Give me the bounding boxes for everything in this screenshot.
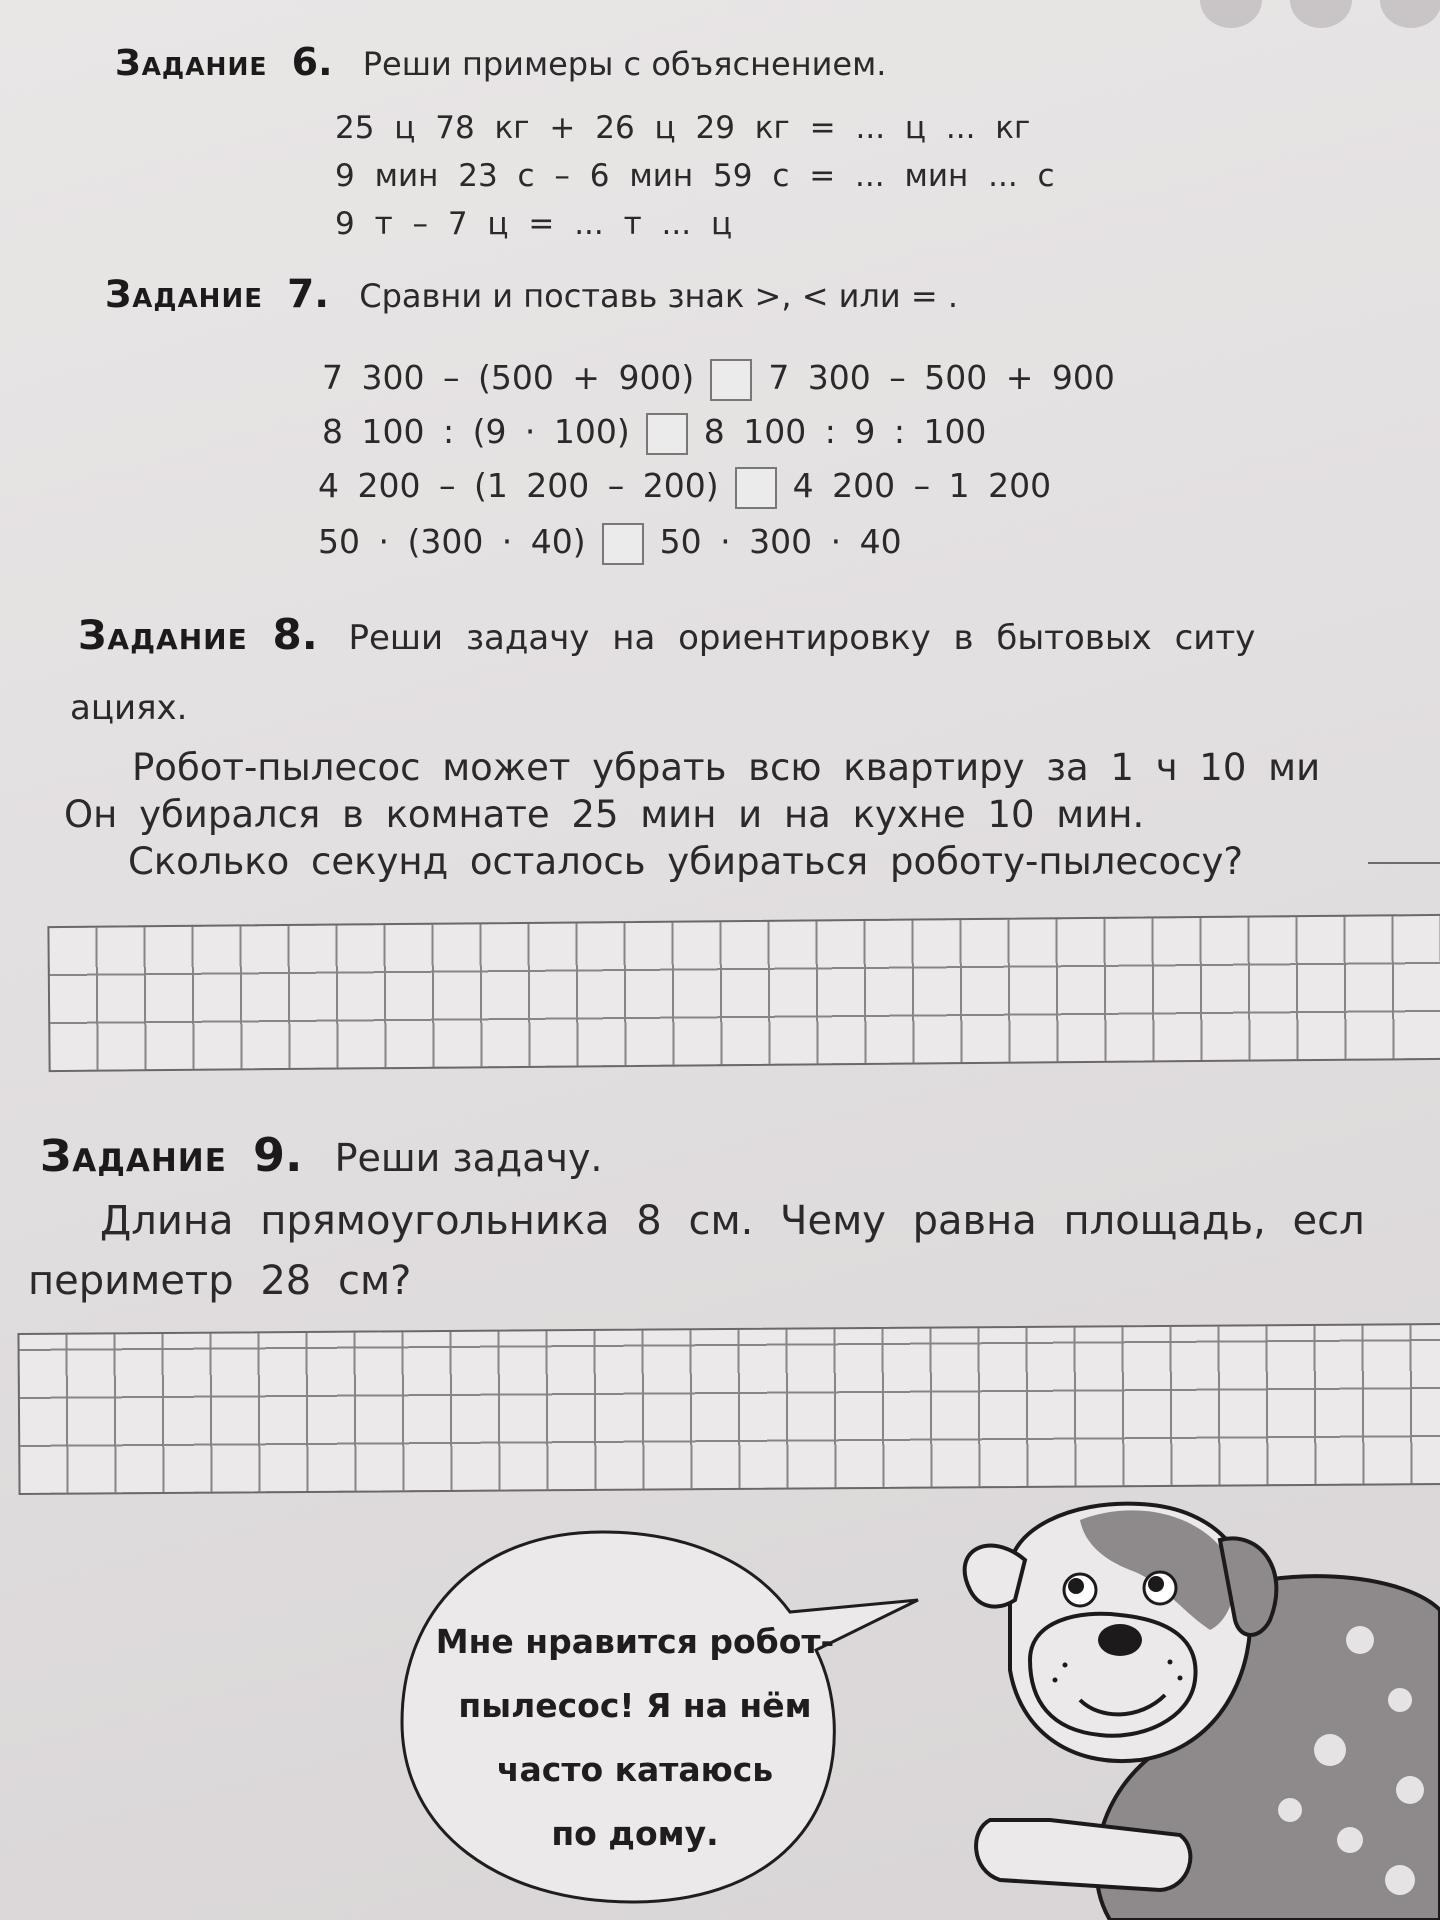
expression-left: 8 100 : (9 · 100) <box>322 412 630 451</box>
expression-left: 50 · (300 · 40) <box>318 522 586 561</box>
task-keyword: Задание <box>40 1131 227 1182</box>
task-8-header <box>78 610 1255 659</box>
expression-right: 7 300 – 500 + 900 <box>768 358 1115 397</box>
task-9-work-grid[interactable] <box>17 1323 1440 1495</box>
task-6-line-2: 9 мин 23 с – 6 мин 59 с = ... мин ... с <box>335 158 1055 194</box>
expression-right: 4 200 – 1 200 <box>792 466 1052 505</box>
task-8-problem-line-3: Сколько секунд осталось убираться роботу-пылесосу? <box>128 840 1244 883</box>
comparison-row-2 <box>322 412 986 455</box>
task-8-work-grid[interactable] <box>47 914 1440 1072</box>
comparison-row-1 <box>322 358 1115 401</box>
answer-box[interactable] <box>646 413 688 455</box>
answer-box[interactable] <box>602 523 644 565</box>
task-9-header <box>40 1128 603 1182</box>
bulldog-icon <box>930 1490 1440 1920</box>
decorative-dots <box>1180 0 1440 50</box>
speech-line: Мне нравится робот- <box>435 1622 835 1661</box>
task-8-problem-line-2: Он убирался в комнате 25 мин и на кухне 10 мин. <box>64 793 1145 836</box>
task-8-instruction-cont: ациях. <box>70 688 188 728</box>
task-number: 9. <box>253 1128 303 1182</box>
answer-box[interactable] <box>710 359 752 401</box>
answer-box[interactable] <box>735 467 777 509</box>
comparison-row-4 <box>318 522 902 565</box>
task-6-line-3: 9 т – 7 ц = ... т ... ц <box>335 206 733 242</box>
task-number: 8. <box>272 610 318 659</box>
task-instruction: Реши задачу. <box>334 1136 603 1180</box>
task-number: 7. <box>287 272 330 317</box>
expression-right: 50 · 300 · 40 <box>659 522 902 561</box>
task-6-line-1: 25 ц 78 кг + 26 ц 29 кг = ... ц ... кг <box>335 110 1031 146</box>
speech-line: по дому. <box>551 1814 719 1853</box>
speech-line: пылесос! Я на нём <box>458 1686 812 1725</box>
speech-bubble-text <box>420 1610 850 1866</box>
expression-left: 7 300 – (500 + 900) <box>322 358 695 397</box>
task-keyword: Задание <box>78 613 248 659</box>
task-instruction: Реши примеры с объяснением. <box>362 45 887 83</box>
task-instruction: Сравни и поставь знак >, < или = . <box>359 277 959 315</box>
task-9-problem-line-1: Длина прямоугольника 8 см. Чему равна площадь, есл <box>100 1198 1365 1244</box>
answer-underline[interactable] <box>1368 862 1440 864</box>
task-7-header <box>105 272 958 317</box>
expression-left: 4 200 – (1 200 – 200) <box>318 466 719 505</box>
comparison-row-3 <box>318 466 1051 509</box>
task-instruction: Реши задачу на ориентировку в бытовых ситу <box>348 618 1256 658</box>
task-6-header <box>115 40 886 84</box>
task-number: 6. <box>291 40 333 84</box>
task-9-problem-line-2: периметр 28 см? <box>28 1258 412 1304</box>
speech-line: часто катаюсь <box>496 1750 774 1789</box>
task-keyword: Задание <box>115 43 268 84</box>
expression-right: 8 100 : 9 : 100 <box>703 412 987 451</box>
task-8-problem-line-1: Робот-пылесос может убрать всю квартиру за 1 ч 10 ми <box>132 746 1321 789</box>
task-keyword: Задание <box>105 273 263 316</box>
